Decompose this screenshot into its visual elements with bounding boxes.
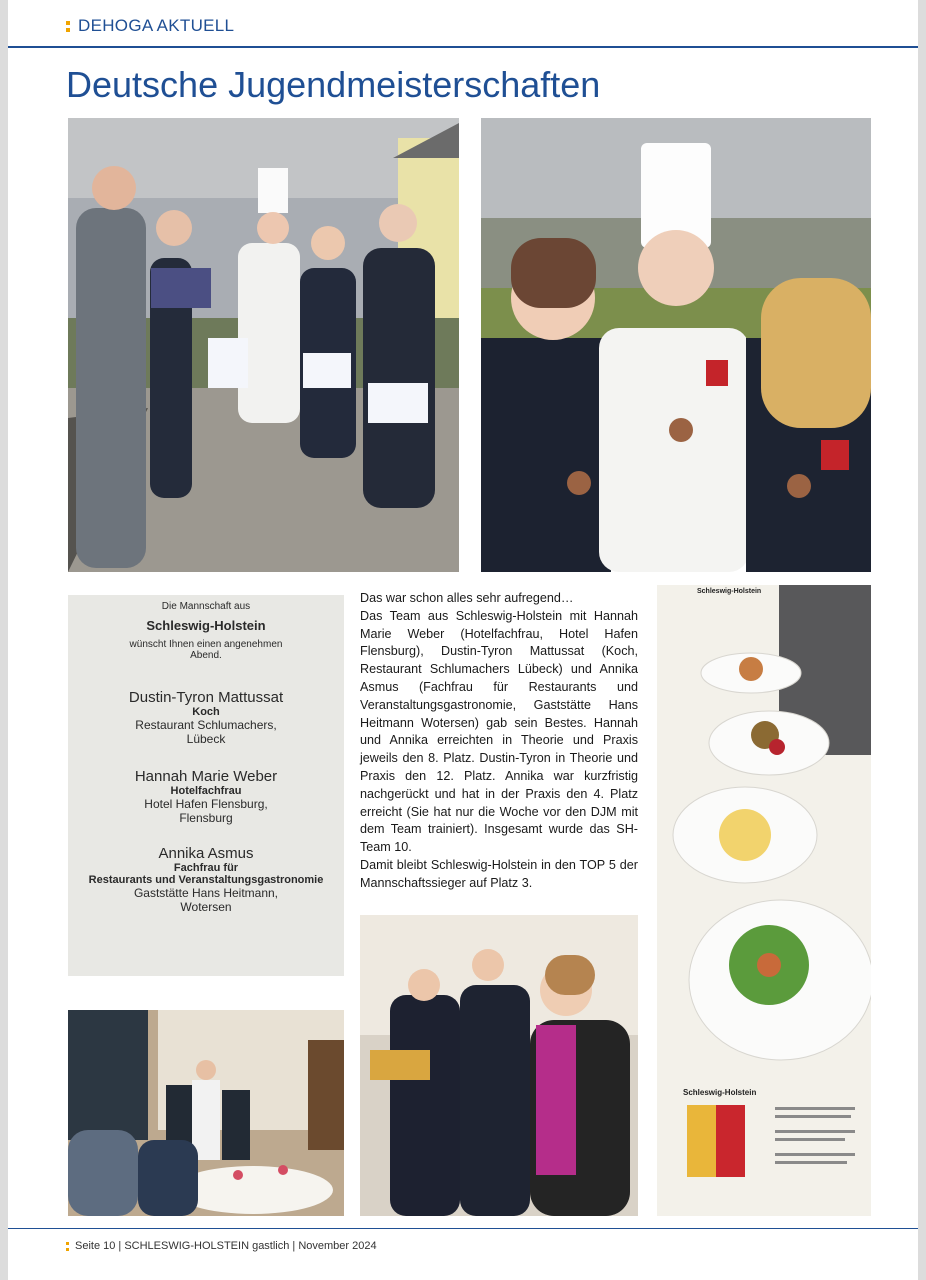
member-name: Dustin-Tyron Mattussat (128, 689, 284, 706)
footer-bullet-icon (66, 1242, 69, 1251)
footer-text: Seite 10 | SCHLESWIG-HOLSTEIN gastlich | November 2024 (75, 1240, 377, 1252)
photo-dishes (657, 585, 871, 1216)
article-paragraph: Das Team aus Schleswig-Holstein mit Hannah Marie Weber (Hotelfachfrau, Hotel Hafen Flensburg), Dustin-Tyron Mattussat (Koch, Restaurant Schlumachers Lübeck) und Annika Asmus (Fachfrau für Restaurants und Veranstaltungsgastronomie, Gaststätte Hans Heitmann Wotersen) gab sein Bestes. Hannah und Annika erreichten in Theorie und Praxis jeweils den 8. Platz. Dustin-Tyron in Theorie und Praxis den 12. Platz. Annika war kurzfristig nachgerückt und hat in der Praxis den 4. Platz erreicht (Sie hat nur die Woche vor den DJM mit dem Team trainiert). Insgesamt wurde das SH-Team 10. (360, 608, 638, 855)
card-member (68, 689, 344, 746)
card-region: Schleswig-Holstein (146, 618, 266, 633)
section-label: DEHOGA AKTUELL (78, 16, 235, 35)
photo-group-terrace (68, 118, 459, 572)
member-place: Restaurant Schlumachers, (135, 718, 277, 732)
article-body (360, 590, 638, 893)
card-member (68, 845, 344, 914)
page-footer (66, 1240, 377, 1252)
magazine-page (8, 0, 918, 1280)
member-place: Hotel Hafen Flensburg, (144, 797, 268, 811)
article-paragraph: Damit bleibt Schleswig-Holstein in den TOP 5 der Mannschaftssieger auf Platz 3. (360, 857, 638, 890)
member-role: Hotelfachfrau (170, 785, 242, 797)
member-place: Lübeck (186, 732, 226, 746)
photo-medal-winners (481, 118, 871, 572)
member-role: Fachfrau für (173, 862, 239, 874)
card-greeting-line: wünscht Ihnen einen angenehmen (129, 639, 283, 650)
article-paragraph: Das war schon alles sehr aufregend… (360, 591, 574, 605)
dish-label-bottom: Schleswig-Holstein (683, 1088, 757, 1097)
member-place: Gaststätte Hans Heitmann, (133, 886, 279, 900)
photo-service-team (360, 915, 638, 1216)
footer-rule (8, 1228, 918, 1229)
member-role: Restaurants und Veranstaltungsgastronomie (88, 874, 324, 886)
member-place: Wotersen (180, 900, 232, 914)
section-bullet-icon (66, 21, 70, 32)
team-menu-card (68, 595, 344, 976)
photo-dinner-hall (68, 1010, 344, 1216)
page-title: Deutsche Jugendmeisterschaften (66, 64, 601, 105)
card-member (68, 768, 344, 825)
header-rule (8, 46, 918, 48)
member-role: Koch (192, 706, 220, 718)
member-place: Flensburg (179, 811, 233, 825)
member-name: Hannah Marie Weber (134, 768, 278, 785)
member-name: Annika Asmus (158, 845, 254, 862)
card-intro-line: Die Mannschaft aus (161, 601, 251, 612)
dish-label-top: Schleswig-Holstein (697, 588, 762, 595)
section-header (66, 16, 234, 36)
card-greeting-line2: Abend. (190, 650, 222, 661)
